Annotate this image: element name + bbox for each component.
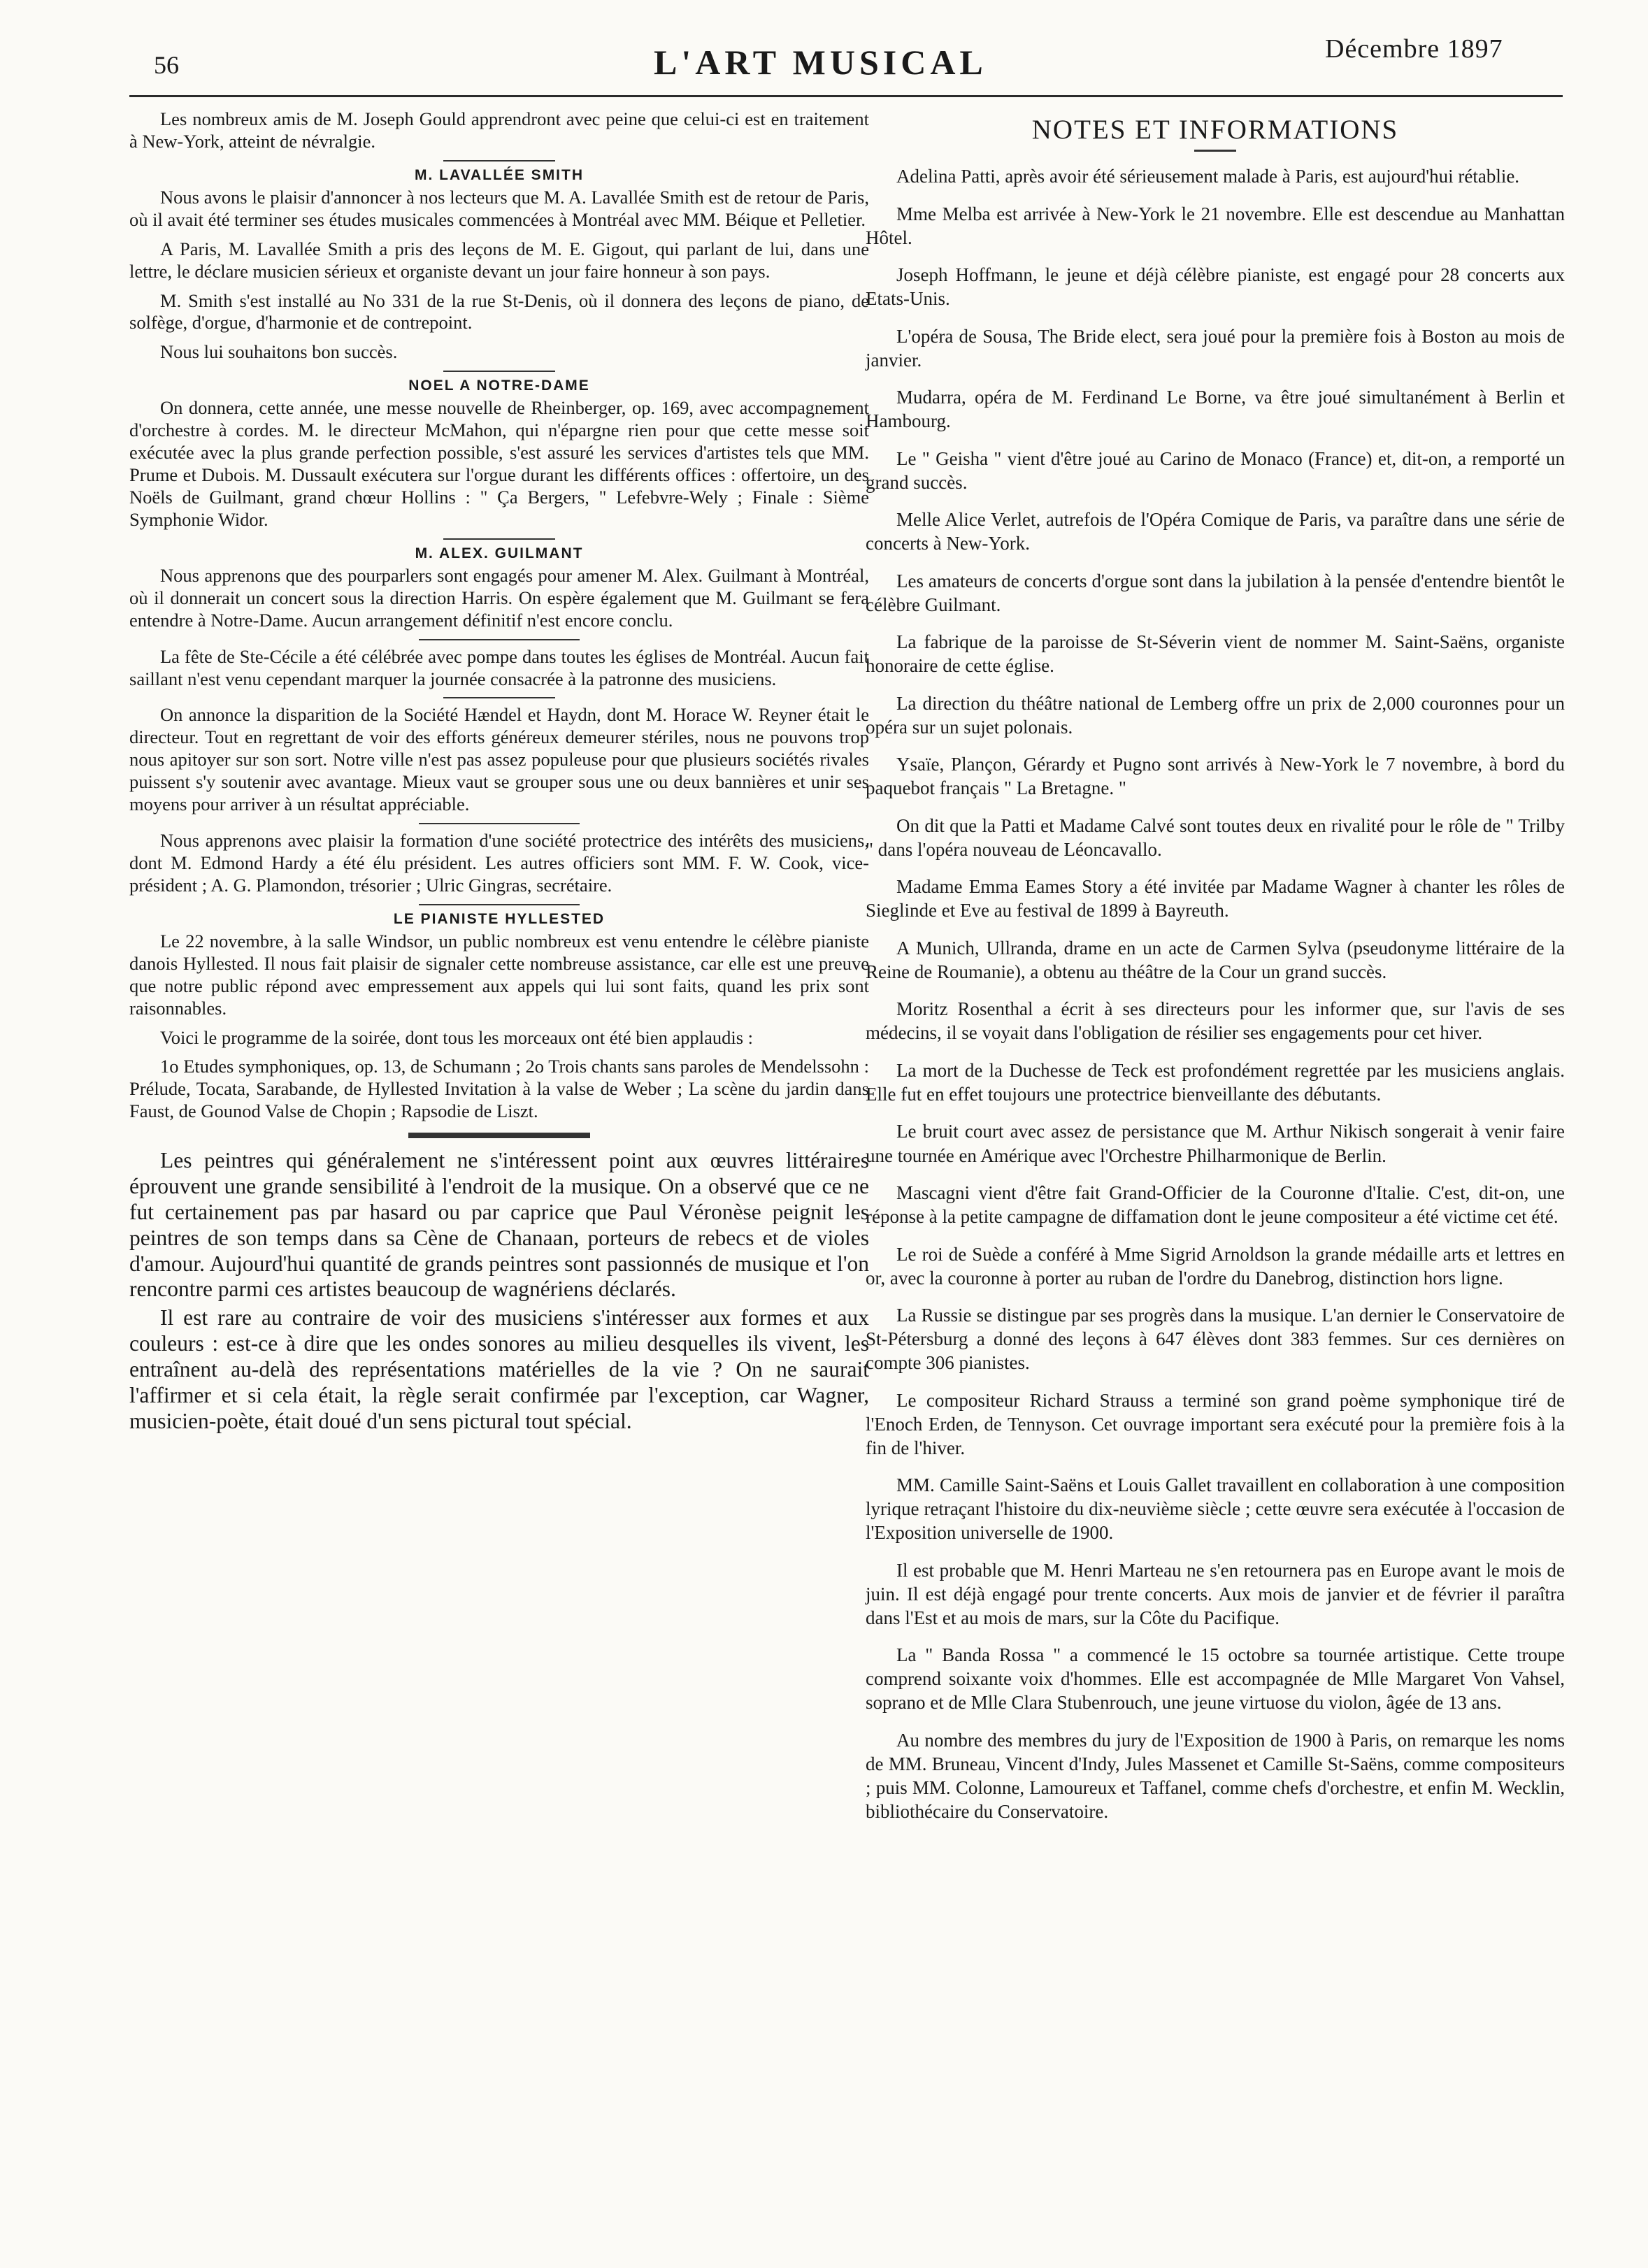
notes-item: MM. Camille Saint-Saëns et Louis Gallet travaillent en collaboration à une composition lyrique retraçant l'histoire du dix-neuvième siècle ; cette œuvre sera exécutée à l'occasion de l'Exposition universelle de 1900. [866,1474,1565,1544]
notes-item: A Munich, Ullranda, drame en un acte de Carmen Sylva (pseudonyme littéraire de la Reine de Roumanie), a obtenu au théâtre de la Cour un grand succès. [866,937,1565,982]
section-divider [443,538,555,540]
societe-paragraph: Nous apprenons avec plaisir la formation d'une société protectrice des intérêts des musiciens, dont M. Edmond Hardy a été élu président. Les autres officiers sont MM. F. W. Cook, vice-président ; A. G. Plamondon, trésorier ; Ulric Gingras, secrétaire. [129,830,869,896]
notes-item: La direction du théâtre national de Lemberg offre un prix de 2,000 couronnes pour un opéra sur un sujet polonais. [866,692,1565,738]
smith-paragraph: M. Smith s'est installé au No 331 de la rue St-Denis, où il donnera des leçons de piano, de solfège, d'orgue, d'harmonie et de contrepoint. [129,289,869,333]
smith-paragraph: Nous avons le plaisir d'annoncer à nos lecteurs que M. A. Lavallée Smith est de retour de Paris, où il avait été terminer ses études musicales commencées à Montréal avec MM. Béique et Pelletier. [129,186,869,230]
peintres-paragraph: Il est rare au contraire de voir des musiciens s'intéresser aux formes et aux couleurs : est-ce à dire que les ondes sonores au milieu desquelles ils vivent, les entraînent au-delà des représentations matérielles de la vie ? On ne saurait l'affirmer et si cela était, la règle serait confirmée par l'exception, car Wagner, musicien-poète, était doué d'un sens pictural tout spécial. [129,1305,869,1433]
notes-item: La mort de la Duchesse de Teck est profondément regrettée par les musiciens anglais. Elle fut en effet toujours une protectrice bienveillante des débutants. [866,1059,1565,1105]
notes-item: Le compositeur Richard Strauss a terminé son grand poème symphonique tiré de l'Enoch Erden, de Tennyson. Cet ouvrage important sera exécuté pour la première fois à la fin de l'hiver. [866,1389,1565,1458]
section-divider [419,904,580,905]
peintres-paragraph: Les peintres qui généralement ne s'intéressent point aux œuvres littéraires éprouvent une grande sensibilité à l'endroit de la musique. On a observé que ce ne fut certainement pas par hasard ou par caprice que Paul Véronèse peignit les peintres de son temps dans sa Cène de Chanaan, porteurs de rebecs et de violes d'amour. Aujourd'hui quantité de grands peintres sont passionnés de musique et l'on rencontre parmi ces artistes beaucoup de wagnériens déclarés. [129,1148,869,1302]
issue-date: Décembre 1897 [1325,34,1503,64]
section-divider [443,697,555,698]
notes-heading-rule [1194,150,1236,152]
notes-heading: NOTES ET INFORMATIONS [1031,115,1399,145]
notes-item: Les amateurs de concerts d'orgue sont dans la jubilation à la pensée d'entendre bientôt le célèbre Guilmant. [866,570,1565,615]
smith-paragraph: Nous lui souhaitons bon succès. [160,341,398,363]
noel-paragraph: On donnera, cette année, une messe nouvelle de Rheinberger, op. 169, avec accompagnement d'orchestre à cordes. M. le directeur McMahon, qui n'épargne rien pour que cette messe soit exécutée avec la plus grande perfection possible, s'est assuré les services d'artistes tels que MM. Prume et Dubois. M. Dussault exécutera sur l'orgue durant les différents offices : offertoire, un des Noëls de Guilmant, grand chœur Hollins : " Ça Bergers, " Lefebvre-Wely ; Finale : Sième Symphonie Widor. [129,397,869,530]
hyllested-paragraph: Voici le programme de la soirée, dont tous les morceaux ont été bien applaudis : [160,1026,754,1048]
notes-item: Ysaïe, Plançon, Gérardy et Pugno sont arrivés à New-York le 7 novembre, à bord du paquebot français " La Bretagne. " [866,754,1565,799]
notes-item: Le roi de Suède a conféré à Mme Sigrid Arnoldson la grande médaille arts et lettres en or, avec la couronne à porter au ruban de l'ordre du Danebrog, distinction hors ligne. [866,1243,1565,1289]
notes-item: Mascagni vient d'être fait Grand-Officier de la Couronne d'Italie. C'est, dit-on, une réponse à la petite campagne de diffamation dont le jeune compositeur a été victime cet été. [866,1182,1565,1228]
cecile-paragraph: La fête de Ste-Cécile a été célébrée avec pompe dans toutes les églises de Montréal. Aucun fait saillant n'est venu cependant marquer la journée consacrée à la patronne des musiciens. [129,645,869,689]
heading-noel-notre-dame: NOEL A NOTRE-DAME [408,378,590,394]
guilmant-paragraph: Nous apprenons que des pourparlers sont engagés pour amener M. Alex. Guilmant à Montréal, où il donnerait un concert sous la direction Harris. On espère également que M. Guilmant se fera entendre à Notre-Dame. Aucun arrangement définitif n'est encore conclu. [129,564,869,631]
notes-item: Mudarra, opéra de M. Ferdinand Le Borne, va être joué simultanément à Berlin et Hambourg. [866,387,1565,432]
section-divider [443,371,555,372]
notes-item: Mme Melba est arrivée à New-York le 21 novembre. Elle est descendue au Manhattan Hôtel. [866,203,1565,248]
notes-item: La fabrique de la paroisse de St-Séverin vient de nommer M. Saint-Saëns, organiste honoraire de cette église. [866,631,1565,677]
heading-hyllested: LE PIANISTE HYLLESTED [393,910,606,927]
right-column [866,108,1565,1837]
hyllested-paragraph: Le 22 novembre, à la salle Windsor, un public nombreux est venu entendre le célèbre pianiste danois Hyllested. Il nous fait plaisir de signaler cette nombreuse assistance, car elle est une preuve que notre public répond avec empressement aux appels qui lui sont faits, quand les prix sont raisonnables. [129,930,869,1019]
gould-paragraph: Les nombreux amis de M. Joseph Gould apprendront avec peine que celui-ci est en traitement à New-York, atteint de névralgie. [129,108,869,152]
masthead-title: L'ART MUSICAL [654,43,987,82]
notes-item: Il est probable que M. Henri Marteau ne s'en retournera pas en Europe avant le mois de juin. Il est déjà engagé pour trente concerts. Aux mois de janvier et de février il paraîtra dans l'Est et au mois de mars, sur la Côte du Pacifique. [866,1559,1565,1628]
haendel-paragraph: On annonce la disparition de la Société Hændel et Haydn, dont M. Horace W. Reyner était le directeur. Tout en regrettant de voir des efforts généreux demeurer stériles, nous ne pouvons trop nous apitoyer sur son sort. Notre ville n'est pas assez populeuse pour que plusieurs sociétés rivales puissent s'y soutenir avec avantage. Mieux vaut se grouper sous une ou deux bannières et unir ses moyens pour arriver à un résultat appréciable. [129,704,869,815]
notes-item: Madame Emma Eames Story a été invitée par Madame Wagner à chanter les rôles de Sieglinde et Eve au festival de 1899 à Bayreuth. [866,876,1565,921]
notes-item: Le bruit court avec assez de persistance que M. Arthur Nikisch songerait à venir faire une tournée en Amérique avec l'Orchestre Philharmonique de Berlin. [866,1121,1565,1166]
heading-lavallee-smith: M. LAVALLÉE SMITH [414,166,585,183]
notes-item: Au nombre des membres du jury de l'Exposition de 1900 à Paris, on remarque les noms de MM. Bruneau, Vincent d'Indy, Jules Massenet et Camille St-Saëns, comme compositeurs ; puis MM. Colonne, Lamoureux et Taffanel, comme chefs d'orchestre, et enfin M. Wecklin, bibliothécaire du Conservatoire. [866,1729,1565,1822]
notes-item: La " Banda Rossa " a commencé le 15 octobre sa tournée artistique. Cette troupe comprend soixante voix d'hommes. Elle est accompagnée de Mlle Margaret Von Vahsel, soprano et de Mlle Clara Stubenrouch, une jeune virtuose du violon, âgée de 13 ans. [866,1644,1565,1714]
notes-item: Melle Alice Verlet, autrefois de l'Opéra Comique de Paris, va paraître dans une série de concerts à New-York. [866,509,1565,554]
section-divider [443,160,555,162]
section-divider [419,823,580,824]
notes-item: Adelina Patti, après avoir été sérieusement malade à Paris, est aujourd'hui rétablie. [896,166,1520,187]
heading-guilmant: M. ALEX. GUILMANT [415,545,584,561]
notes-item: Le " Geisha " vient d'être joué au Carino de Monaco (France) et, dit-on, a remporté un grand succès. [866,447,1565,493]
hyllested-program: 1o Etudes symphoniques, op. 13, de Schumann ; 2o Trois chants sans paroles de Mendelssohn : Prélude, Tocata, Sarabande, de Hyllested Invitation à la valse de Weber ; La scène du jardin dans Faust, de Gounod Valse de Chopin ; Rapsodie de Liszt. [129,1056,869,1122]
notes-item: On dit que la Patti et Madame Calvé sont toutes deux en rivalité pour le rôle de " Trilby " dans l'opéra nouveau de Léoncavallo. [866,814,1565,860]
page-number: 56 [154,51,179,79]
notes-item: L'opéra de Sousa, The Bride elect, sera joué pour la première fois à Boston au mois de janvier. [866,325,1565,371]
double-divider [408,1133,590,1138]
smith-paragraph: A Paris, M. Lavallée Smith a pris des leçons de M. E. Gigout, qui parlant de lui, dans une lettre, le déclare musicien sérieux et organiste devant un jour faire honneur à son pays. [129,238,869,282]
header-rule [129,95,1563,97]
notes-item: Joseph Hoffmann, le jeune et déjà célèbre pianiste, est engagé pour 28 concerts aux Etats-Unis. [866,264,1565,310]
notes-item: La Russie se distingue par ses progrès dans la musique. L'an dernier le Conservatoire de St-Pétersburg a donné des leçons à 647 élèves dont 383 femmes. Sur ces dernières on compte 306 pianistes. [866,1305,1565,1374]
left-column [129,108,869,1437]
notes-item: Moritz Rosenthal a écrit à ses directeurs pour les informer que, sur l'avis de ses médecins, il se voyait dans l'obligation de résilier ses engagements pour cet hiver. [866,998,1565,1044]
section-divider [419,639,580,640]
